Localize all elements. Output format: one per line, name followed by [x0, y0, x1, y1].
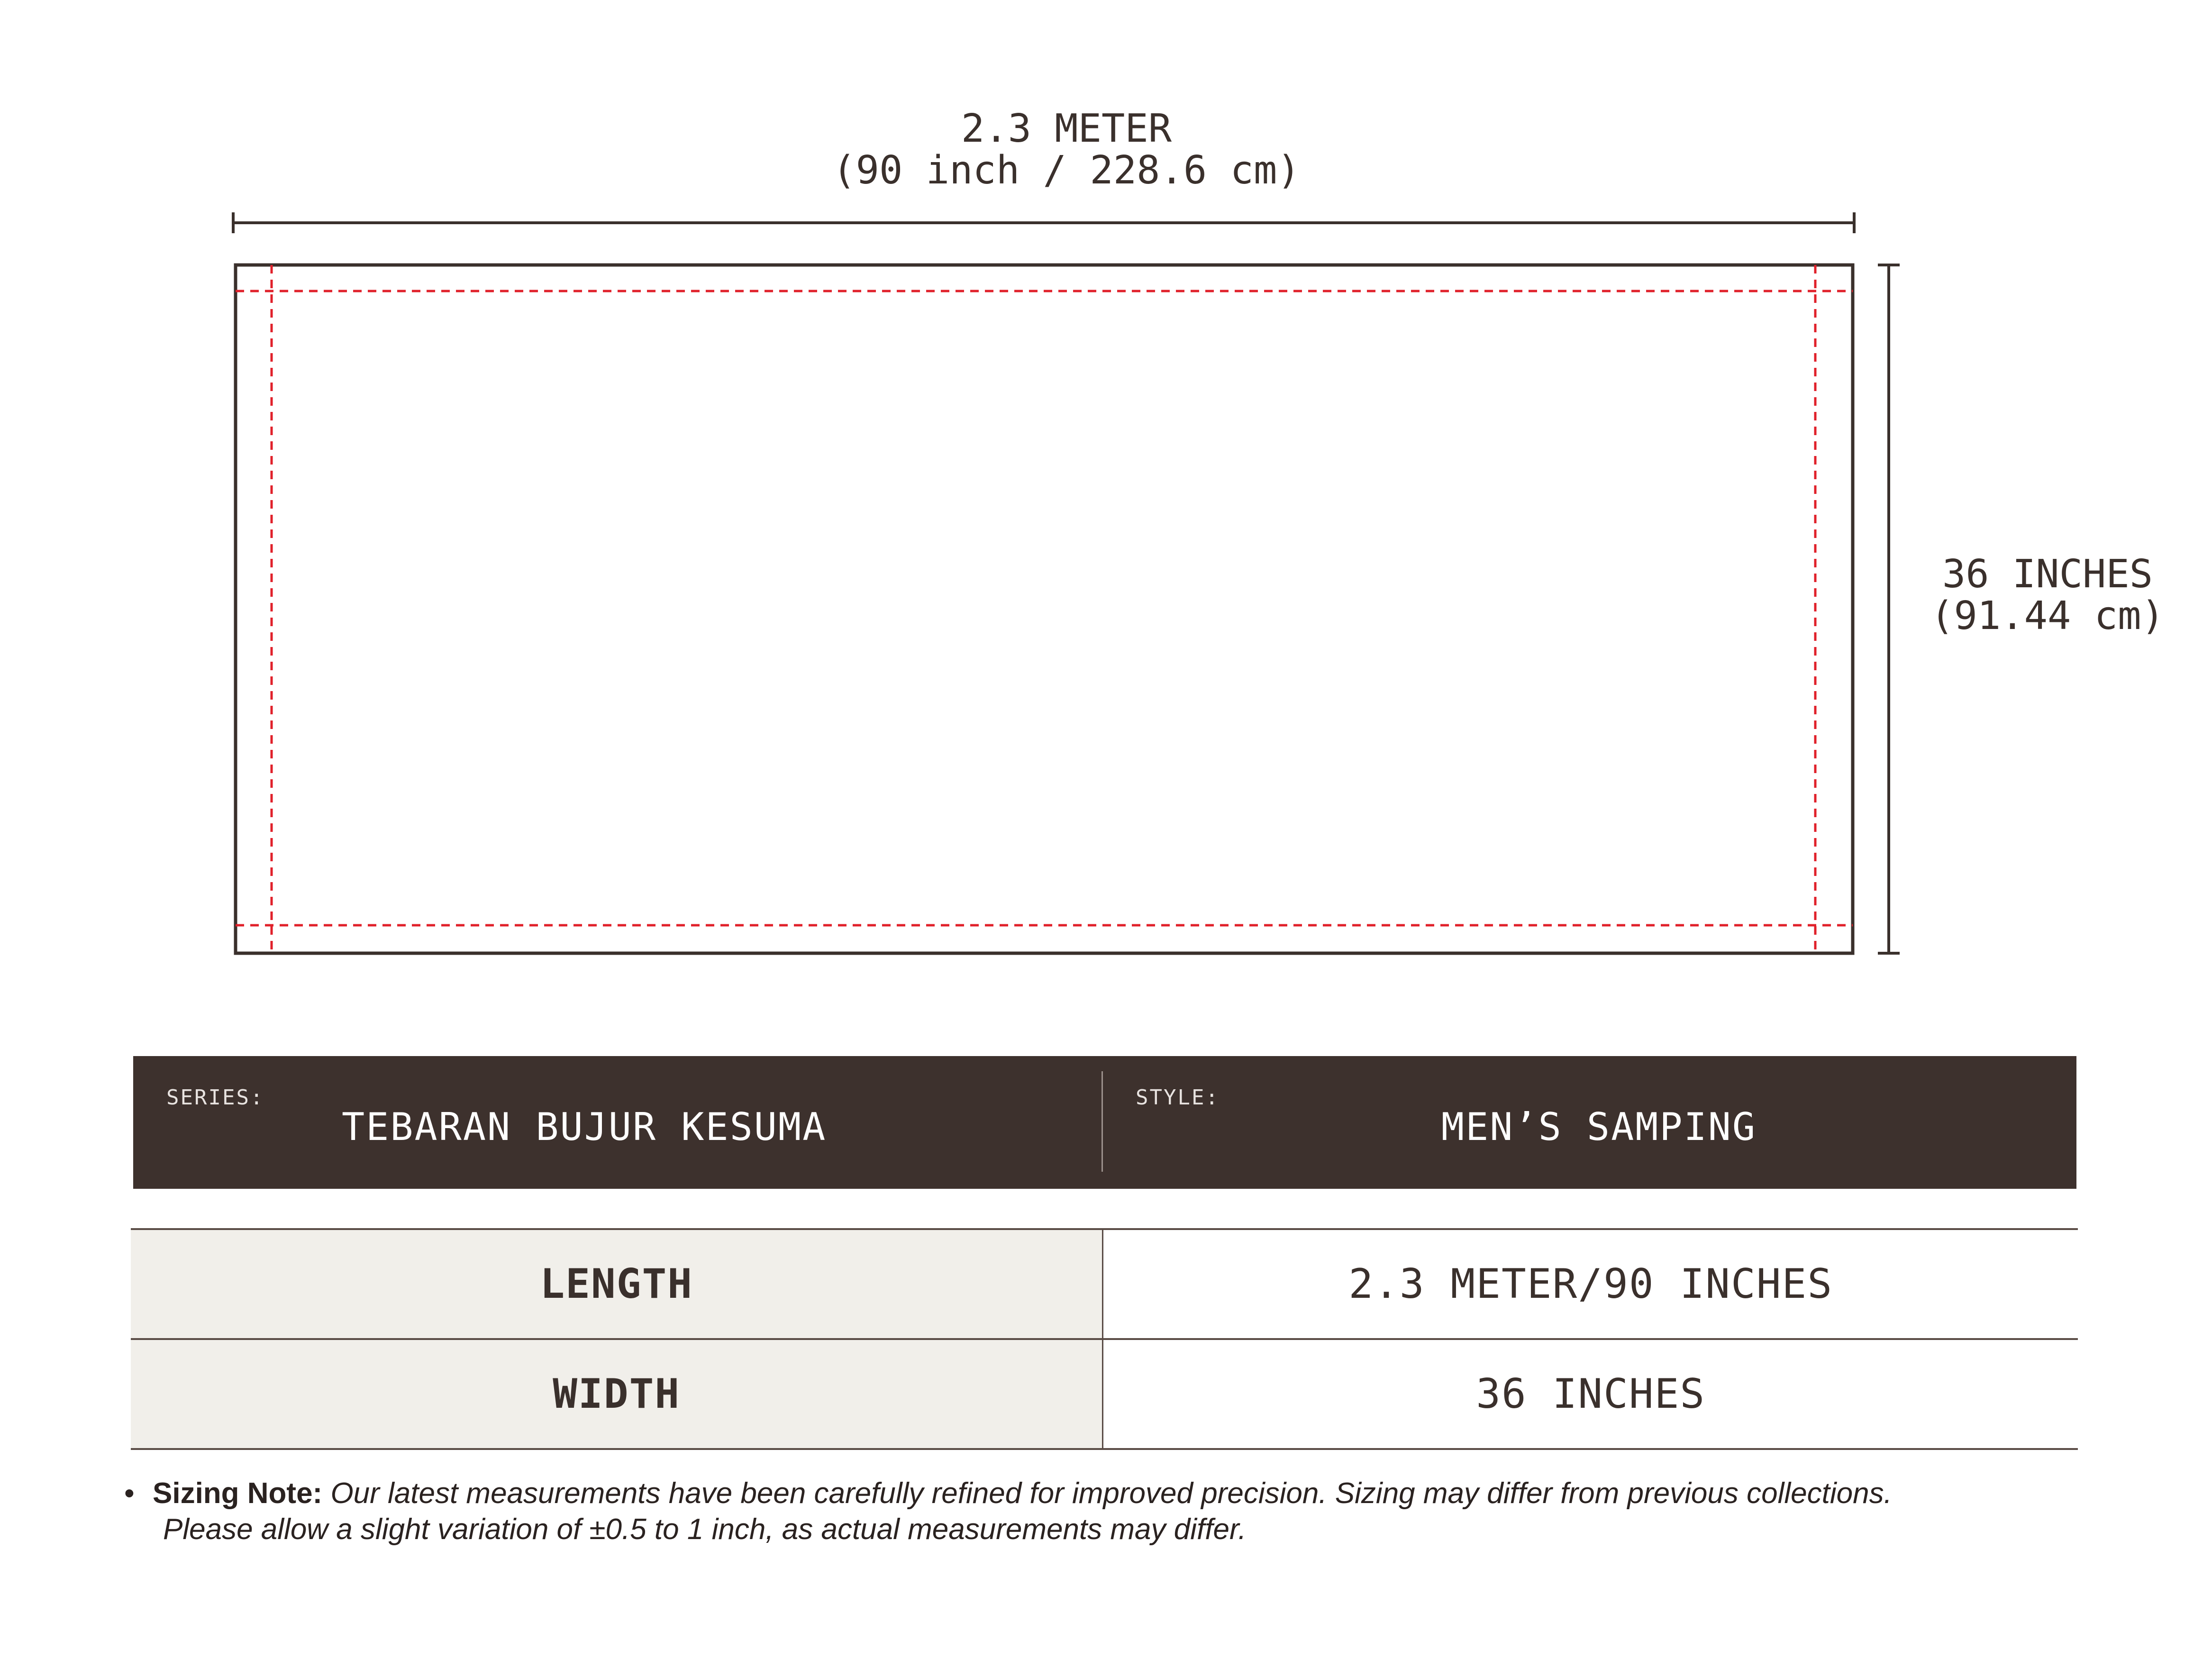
style-caption: STYLE: [1136, 1085, 1220, 1110]
style-section [1102, 1056, 2076, 1189]
bullet-icon: • [124, 1477, 135, 1510]
series-caption: SERIES: [166, 1085, 264, 1110]
length-dimension-line [233, 212, 1854, 233]
width-label-secondary: (91.44 cm) [1930, 593, 2165, 638]
fabric-outline [236, 265, 1853, 953]
sizing-note-label: Sizing Note: [153, 1477, 323, 1510]
length-value-cell: 2.3 METER/90 INCHES [1103, 1229, 2078, 1339]
series-section [133, 1056, 1102, 1189]
sizing-note-text-line1: Our latest measurements have been carefully refined for improved precision. Sizing may differ from previous collections. [330, 1477, 1892, 1510]
table-row [131, 1339, 2078, 1449]
measurement-table [131, 1228, 2078, 1450]
width-value-cell: 36 INCHES [1103, 1339, 2078, 1449]
width-header-cell: WIDTH [131, 1339, 1103, 1449]
width-dimension-label [1896, 554, 2199, 637]
style-value: MEN’S SAMPING [1441, 1105, 1757, 1149]
sizing-note [124, 1476, 2115, 1548]
length-label-secondary: (90 inch / 228.6 cm) [832, 148, 1301, 193]
length-dimension-label [806, 108, 1327, 191]
table-row [131, 1229, 2078, 1339]
length-label-primary: 2.3 METER [961, 106, 1172, 151]
sizing-note-text-line2: Please allow a slight variation of ±0.5 to 1 inch, as actual measurements may differ. [163, 1513, 1247, 1546]
width-label-primary: 36 INCHES [1942, 552, 2153, 597]
length-header-cell: LENGTH [131, 1229, 1103, 1339]
seam-guide-lines [236, 265, 1853, 953]
series-value: TEBARAN BUJUR KESUMA [342, 1105, 827, 1149]
product-info-bar [133, 1056, 2076, 1189]
